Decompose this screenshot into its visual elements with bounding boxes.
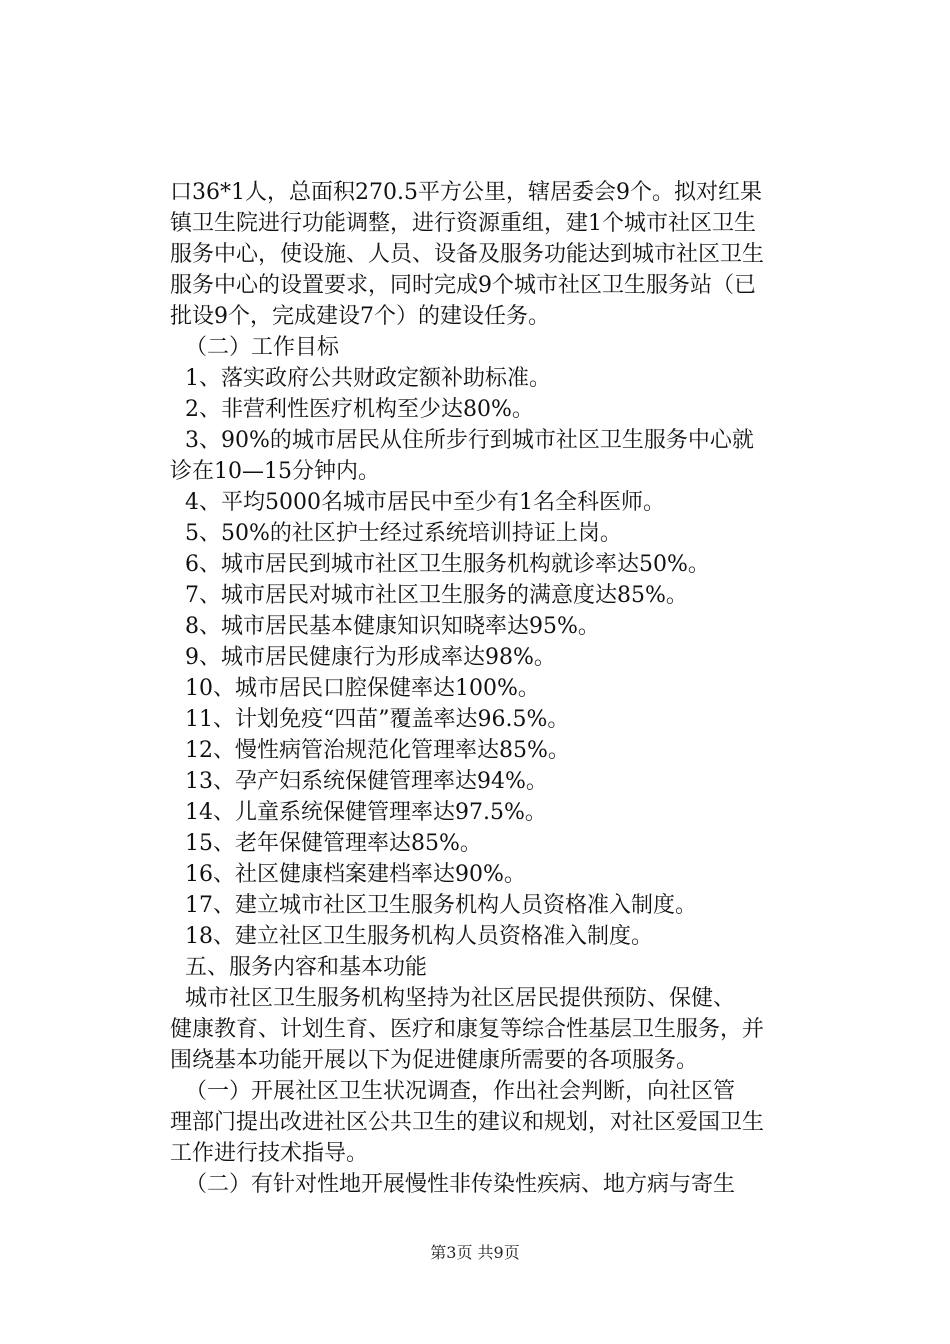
paragraph-p-goal-13: [170, 766, 835, 797]
text-line: 11、计划免疫“四苗”覆盖率达96.5%。: [185, 707, 570, 732]
text-line: 服务中心的设置要求，同时完成9个城市社区卫生服务站（已: [170, 273, 756, 298]
text-line: 14、儿童系统保健管理率达97.5%。: [185, 800, 547, 825]
text-line: 口36*1人，总面积270.5平方公里，辖居委会9个。拟对红果: [170, 180, 762, 205]
text-line: 6、城市居民到城市社区卫生服务机构就诊率达50%。: [185, 552, 710, 577]
text-line: 9、城市居民健康行为形成率达98%。: [185, 645, 556, 670]
paragraph-p-services-intro: [170, 983, 835, 1076]
paragraph-p-goal-7: [170, 580, 835, 611]
paragraph-p-goal-4: [170, 487, 835, 518]
text-line: （二）工作目标: [185, 335, 340, 360]
text-line: 10、城市居民口腔保健率达100%。: [185, 676, 540, 701]
paragraph-p-heading-services: [170, 952, 835, 983]
paragraph-p-goal-14: [170, 797, 835, 828]
text-line: 批设9个，完成建设7个）的建设任务。: [170, 304, 550, 329]
paragraph-p-goal-18: [170, 921, 835, 952]
document-body: [170, 177, 835, 1200]
paragraph-p-goal-5: [170, 518, 835, 549]
text-line: 镇卫生院进行功能调整，进行资源重组，建1个城市社区卫生: [170, 211, 756, 236]
paragraph-p-goal-11: [170, 704, 835, 735]
text-line: 3、90%的城市居民从住所步行到城市社区卫生服务中心就: [185, 428, 754, 453]
paragraph-p-goal-2: [170, 394, 835, 425]
text-line: 15、老年保健管理率达85%。: [185, 831, 482, 856]
text-line: 8、城市居民基本健康知识知晓率达95%。: [185, 614, 600, 639]
paragraph-p-goal-16: [170, 859, 835, 890]
text-line: 工作进行技术指导。: [170, 1141, 369, 1166]
paragraph-p-goal-8: [170, 611, 835, 642]
paragraph-p-goal-15: [170, 828, 835, 859]
text-line: 1、落实政府公共财政定额补助标准。: [185, 366, 551, 391]
text-line: 诊在10—15分钟内。: [170, 459, 380, 484]
text-line: 7、城市居民对城市社区卫生服务的满意度达85%。: [185, 583, 688, 608]
text-line: 5、50%的社区护士经过系统培训持证上岗。: [185, 521, 622, 546]
text-line: 理部门提出改进社区公共卫生的建议和规划，对社区爱国卫生: [170, 1110, 765, 1135]
text-line: 城市社区卫生服务机构坚持为社区居民提供预防、保健、: [185, 986, 736, 1011]
paragraph-p-goal-17: [170, 890, 835, 921]
text-line: 18、建立社区卫生服务机构人员资格准入制度。: [185, 924, 653, 949]
text-line: 12、慢性病管治规范化管理率达85%。: [185, 738, 570, 763]
text-line: 围绕基本功能开展以下为促进健康所需要的各项服务。: [170, 1048, 699, 1073]
paragraph-p-goal-3: [170, 425, 835, 487]
text-line: 五、服务内容和基本功能: [185, 955, 428, 980]
text-line: 2、非营利性医疗机构至少达80%。: [185, 397, 534, 422]
paragraph-p-goal-6: [170, 549, 835, 580]
page-footer: 第3页 共9页: [430, 1243, 520, 1262]
paragraph-p-service-1: [170, 1076, 835, 1169]
paragraph-p-goal-12: [170, 735, 835, 766]
paragraph-p-service-2: [170, 1169, 835, 1200]
paragraph-p-goal-10: [170, 673, 835, 704]
text-line: 健康教育、计划生育、医疗和康复等综合性基层卫生服务，并: [170, 1017, 765, 1042]
paragraph-p-goal-1: [170, 363, 835, 394]
paragraph-p-intro: [170, 177, 835, 332]
text-line: （一）开展社区卫生状况调查，作出社会判断，向社区管: [185, 1079, 736, 1104]
text-line: 服务中心，使设施、人员、设备及服务功能达到城市社区卫生: [170, 242, 765, 267]
text-line: 16、社区健康档案建档率达90%。: [185, 862, 526, 887]
text-line: 4、平均5000名城市居民中至少有1名全科医师。: [185, 490, 665, 515]
text-line: （二）有针对性地开展慢性非传染性疾病、地方病与寄生: [185, 1172, 736, 1197]
paragraph-p-heading-goals: [170, 332, 835, 363]
text-line: 13、孕产妇系统保健管理率达94%。: [185, 769, 548, 794]
paragraph-p-goal-9: [170, 642, 835, 673]
text-line: 17、建立城市社区卫生服务机构人员资格准入制度。: [185, 893, 697, 918]
